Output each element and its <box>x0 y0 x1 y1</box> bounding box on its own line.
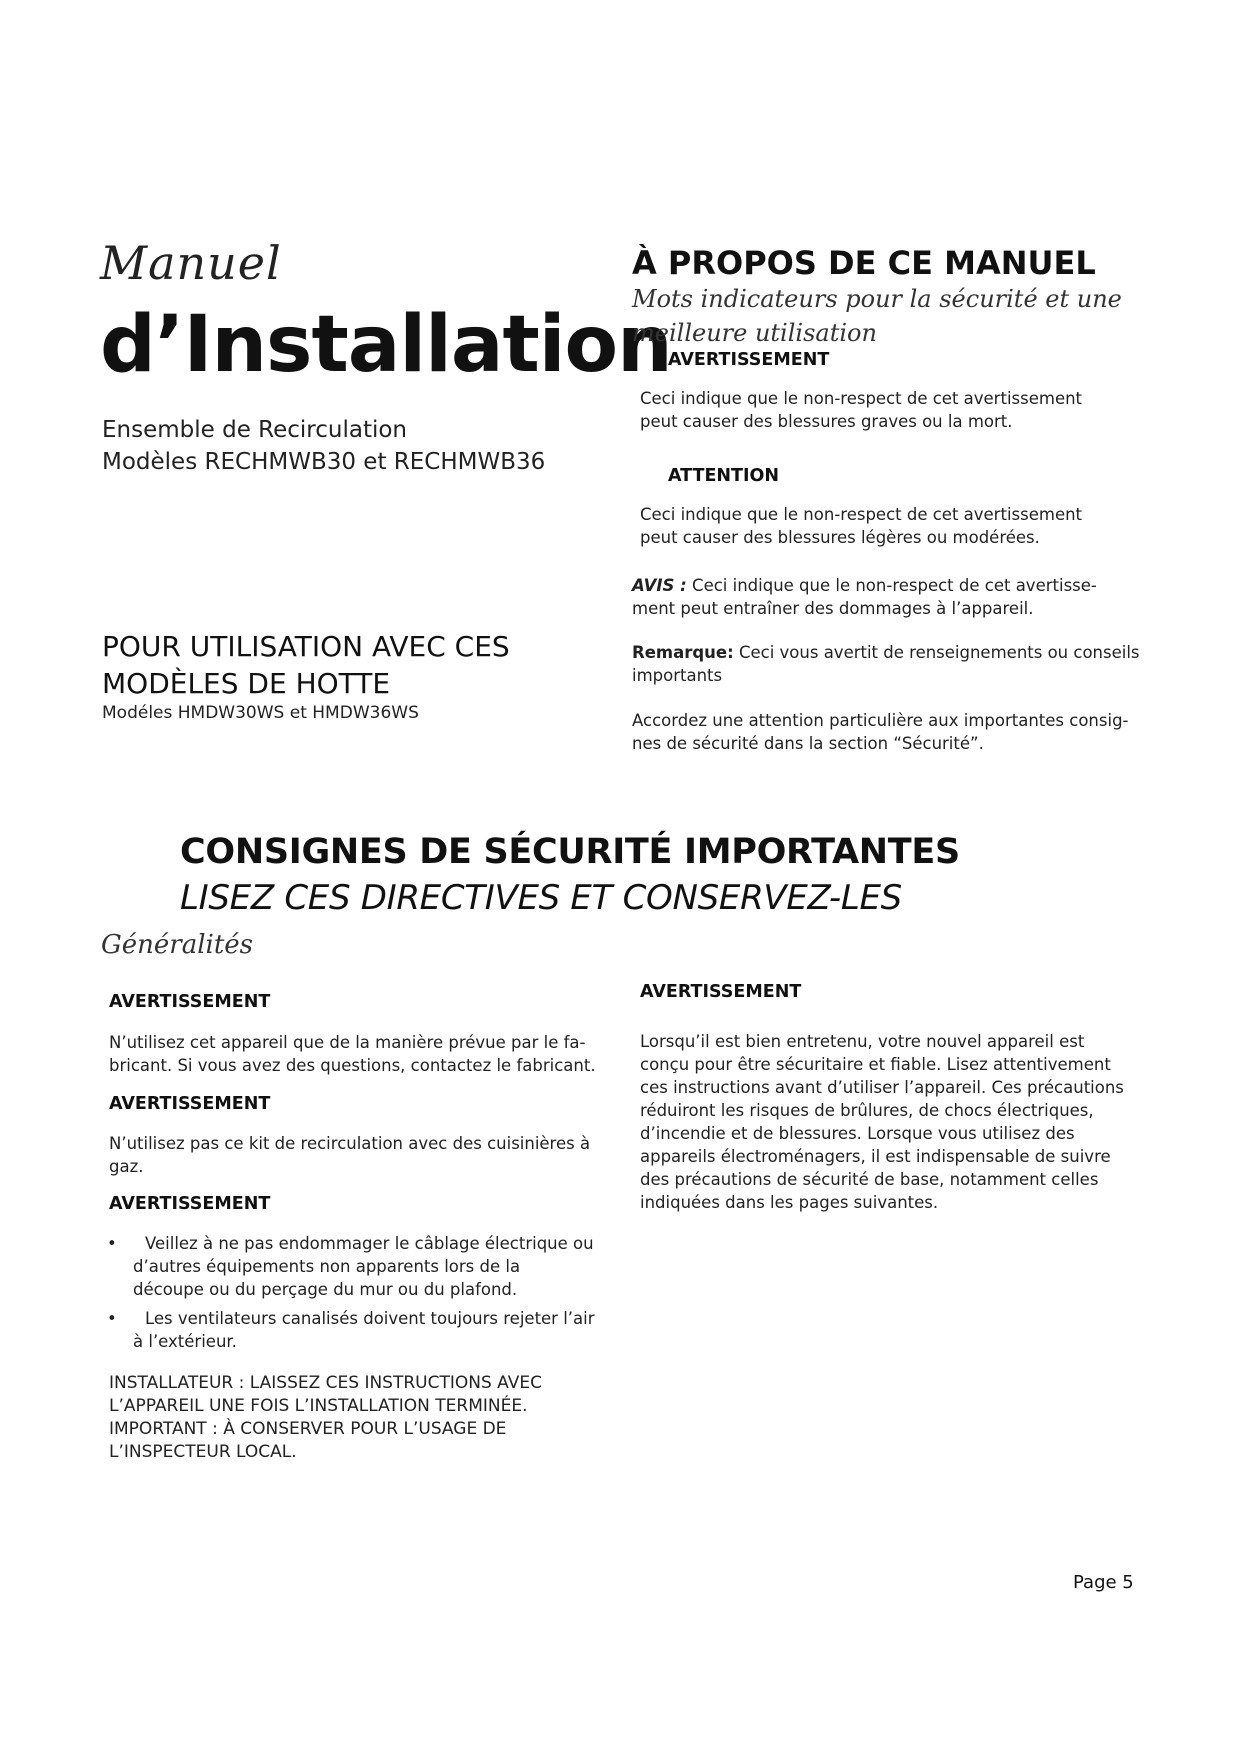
text-line: des précautions de sécurité de base, notamment celles <box>640 1170 1099 1189</box>
text-line: appareils électroménagers, il est indispensable de suivre <box>640 1147 1111 1166</box>
text-line: gaz. <box>109 1157 144 1176</box>
text-line <box>632 641 1152 664</box>
attention-paragraph <box>632 709 1152 755</box>
safety-subheading: LISEZ CES DIRECTIVES ET CONSERVEZ-LES <box>180 878 902 918</box>
warning-label: AVERTISSEMENT <box>109 1194 271 1214</box>
text-line: conçu pour être sécuritaire et fiable. Lisez attentivement <box>640 1055 1111 1074</box>
text-line: Lorsqu’il est bien entretenu, votre nouvel appareil est <box>640 1032 1085 1051</box>
warning-bullet-list <box>109 1232 609 1359</box>
about-subtitle-line: Mots indicateurs pour la sécurité et une <box>632 285 1122 313</box>
bullet-icon: • <box>107 1234 117 1253</box>
manual-title-script: Manuel <box>100 236 282 290</box>
bullet-text <box>119 1232 609 1301</box>
text-line: peut causer des blessures légères ou modérées. <box>640 528 1040 547</box>
text-line: L’INSPECTEUR LOCAL. <box>109 1442 297 1462</box>
hood-heading-line: POUR UTILISATION AVEC CES <box>102 630 510 663</box>
text-line <box>632 574 1132 597</box>
text-line: découpe ou du perçage du mur ou du plafond. <box>133 1280 518 1299</box>
remark-text: Ceci vous avertit de renseignements ou conseils <box>733 643 1140 662</box>
warning-label: AVERTISSEMENT <box>109 992 271 1012</box>
manual-title-main: d’Installation <box>100 300 672 390</box>
about-heading: À PROPOS DE CE MANUEL <box>632 244 1096 282</box>
page-number: Page 5 <box>1073 1572 1134 1593</box>
safety-heading: CONSIGNES DE SÉCURITÉ IMPORTANTES <box>180 832 960 872</box>
warning-label: AVERTISSEMENT <box>640 982 802 1002</box>
general-section-title: Généralités <box>101 930 254 960</box>
text-line: Les ventilateurs canalisés doivent toujours rejeter l’air <box>145 1309 595 1328</box>
about-subtitle-line: meilleure utilisation <box>632 319 877 347</box>
text-line: à l’extérieur. <box>133 1332 237 1351</box>
about-subtitle <box>632 282 1122 350</box>
product-subtitle-line: Ensemble de Recirculation <box>102 417 408 443</box>
text-line: nes de sécurité dans la section “Sécurité”. <box>632 734 984 753</box>
text-line: N’utilisez cet appareil que de la manière prévue par le fa- <box>109 1033 586 1052</box>
list-item <box>109 1307 609 1353</box>
text-line: Ceci indique que le non-respect de cet avertissement <box>640 505 1083 524</box>
hood-models-heading <box>102 628 510 702</box>
list-item <box>109 1232 609 1301</box>
installer-notice <box>109 1372 609 1464</box>
text-line: d’incendie et de blessures. Lorsque vous utilisez des <box>640 1124 1075 1143</box>
text-line: peut causer des blessures graves ou la mort. <box>640 412 1013 431</box>
caution-description <box>640 503 1110 549</box>
text-line: réduiront les risques de brûlures, de chocs électriques, <box>640 1101 1094 1120</box>
text-line: L’APPAREIL UNE FOIS L’INSTALLATION TERMINÉE. <box>109 1396 528 1416</box>
warning-label: AVERTISSEMENT <box>109 1094 271 1114</box>
text-line: IMPORTANT : À CONSERVER POUR L’USAGE DE <box>109 1419 507 1439</box>
notice-paragraph <box>632 574 1132 620</box>
text-line: ment peut entraîner des dommages à l’appareil. <box>632 599 1034 618</box>
text-line: importants <box>632 666 723 685</box>
hood-heading-line: MODÈLES DE HOTTE <box>102 667 391 700</box>
notice-text: Ceci indique que le non-respect de cet avertisse- <box>686 576 1097 595</box>
product-subtitle <box>102 414 545 478</box>
text-line: indiquées dans les pages suivantes. <box>640 1193 939 1212</box>
caution-label: ATTENTION <box>668 466 780 486</box>
text-line: d’autres équipements non apparents lors de la <box>133 1257 521 1276</box>
bullet-text <box>119 1307 609 1353</box>
maintenance-warning-text <box>640 1030 1140 1214</box>
bullet-icon: • <box>107 1309 117 1328</box>
text-line: N’utilisez pas ce kit de recirculation avec des cuisinières à <box>109 1134 591 1153</box>
text-line: ces instructions avant d’utiliser l’appareil. Ces précautions <box>640 1078 1124 1097</box>
remark-label: Remarque: <box>632 643 734 662</box>
warning-description <box>640 387 1110 433</box>
product-models-line: Modèles RECHMWB30 et RECHMWB36 <box>102 449 546 475</box>
text-line: bricant. Si vous avez des questions, contactez le fabricant. <box>109 1056 596 1075</box>
warning-label: AVERTISSEMENT <box>668 350 830 370</box>
text-line: Ceci indique que le non-respect de cet avertissement <box>640 389 1083 408</box>
warning-text <box>109 1132 609 1178</box>
notice-label: AVIS : <box>632 576 687 595</box>
warning-text <box>109 1031 609 1077</box>
text-line: INSTALLATEUR : LAISSEZ CES INSTRUCTIONS AVEC <box>109 1373 542 1393</box>
hood-models-list: Modéles HMDW30WS et HMDW36WS <box>102 703 419 723</box>
text-line: Accordez une attention particulière aux importantes consig- <box>632 711 1129 730</box>
remark-paragraph <box>632 641 1152 687</box>
text-line: Veillez à ne pas endommager le câblage électrique ou <box>145 1234 594 1253</box>
